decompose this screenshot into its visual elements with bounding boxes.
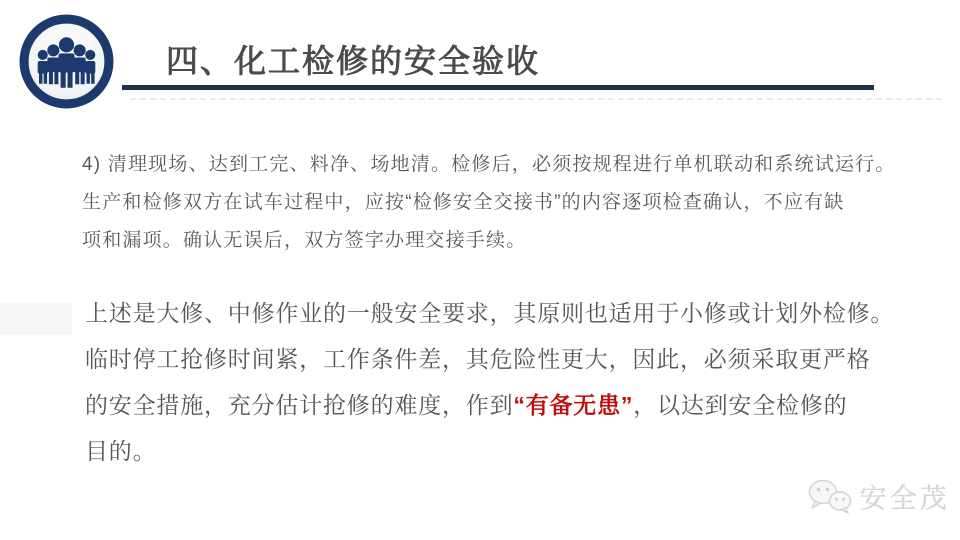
paragraph1-line-3: 项和漏项。确认无误后，双方签字办理交接手续。 xyxy=(82,230,527,251)
paragraph2-line3-after: ，以达到安全检修的 xyxy=(633,392,848,418)
wechat-icon xyxy=(807,478,853,516)
paragraph2-line-2: 临时停工抢修时间紧，工作条件差，其危险性更大，因此，必须采取更严格 xyxy=(85,346,871,372)
paragraph-summary xyxy=(85,290,894,474)
paragraph-acceptance-steps xyxy=(82,146,896,260)
watermark-label: 安全茂 xyxy=(860,484,950,514)
page-title: 四、化工检修的安全验收 xyxy=(166,43,541,79)
watermark xyxy=(807,477,950,516)
paragraph1-line-2: 生产和检修双方在试车过程中，应按“检修安全交接书”的内容逐项检查确认，不应有缺 xyxy=(82,192,845,213)
title-underline-shadow xyxy=(130,98,942,100)
highlight-phrase: “有备无患” xyxy=(513,392,634,418)
paragraph2-line-1: 上述是大修、中修作业的一般安全要求，其原则也适用于小修或计划外检修。 xyxy=(85,300,895,326)
people-group-logo xyxy=(18,13,115,110)
paragraph2-line3-before: 的安全措施，充分估计抢修的难度，作到 xyxy=(85,392,514,418)
edge-watermark-artifact xyxy=(0,303,72,335)
paragraph2-line-4: 目的。 xyxy=(85,438,157,464)
paragraph1-line-1: 4) 清理现场、达到工完、料净、场地清。检修后，必须按规程进行单机联动和系统试运行。 xyxy=(82,154,896,175)
title-underline xyxy=(122,85,874,90)
paragraph2-line-3 xyxy=(85,382,894,428)
people-group-icon xyxy=(18,13,115,110)
